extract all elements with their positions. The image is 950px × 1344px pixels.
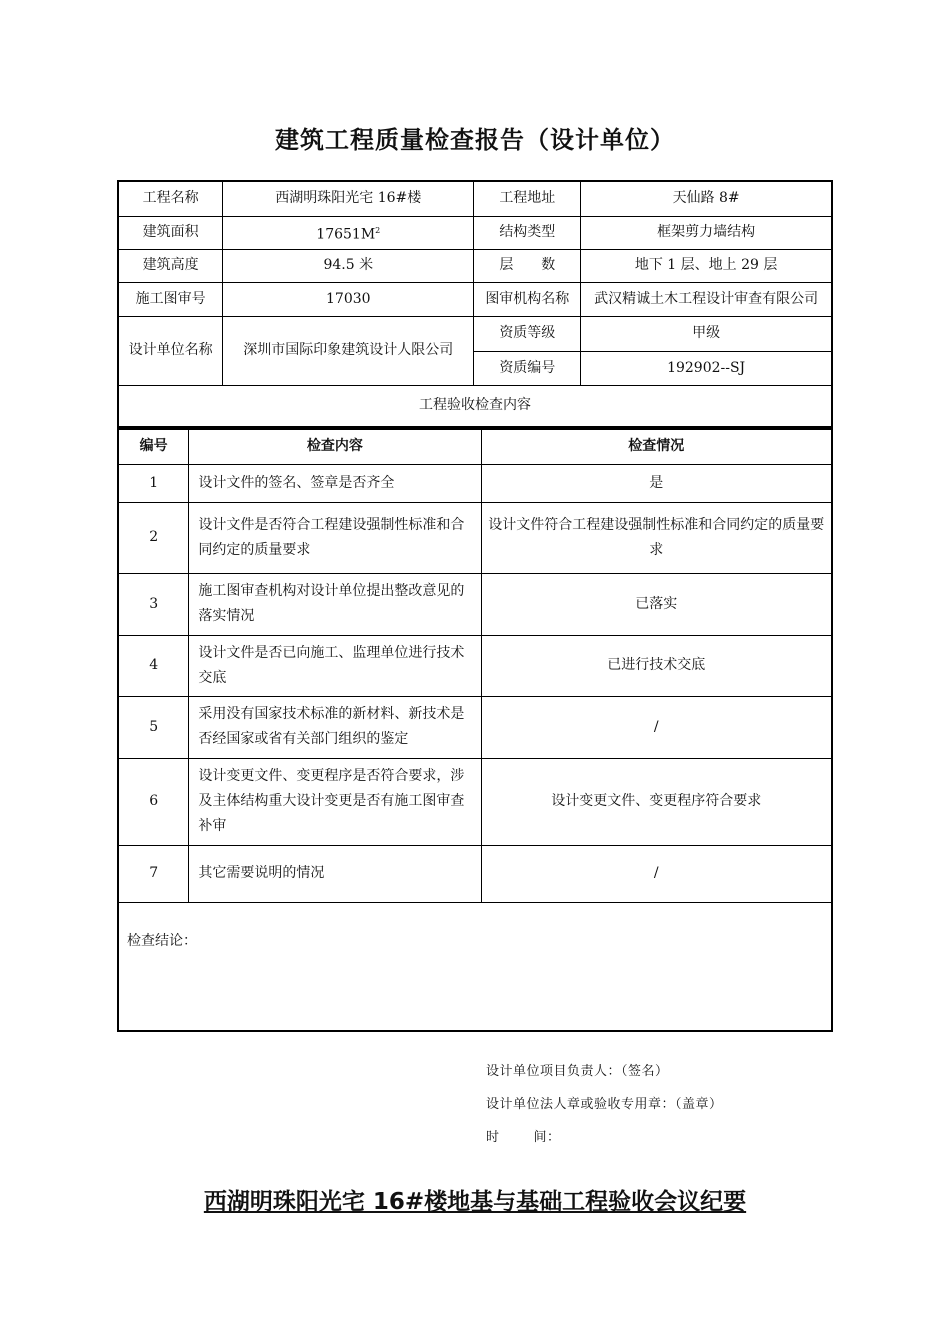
project-info-table: [117, 180, 833, 428]
qualification-no-value: 192902--SJ: [581, 351, 832, 385]
height-label: 建筑高度: [118, 249, 223, 282]
table-row: [118, 635, 832, 696]
item-status: /: [481, 696, 832, 758]
floors-value: 地下 1 层、地上 29 层: [581, 249, 832, 282]
area-value: [223, 216, 474, 249]
item-content: 设计文件是否符合工程建设强制性标准和合同约定的质量要求: [189, 502, 481, 573]
item-content: 设计文件是否已向施工、监理单位进行技术交底: [189, 635, 481, 696]
signature-seal: 设计单位法人章或验收专用章：（盖章）: [486, 1097, 723, 1112]
table-row: [118, 502, 832, 573]
height-value: 94.5 米: [223, 249, 474, 282]
design-unit-value: 深圳市国际印象建筑设计人限公司: [223, 316, 474, 385]
item-no: 5: [118, 696, 189, 758]
item-no: 7: [118, 845, 189, 902]
page-title: 建筑工程质量检查报告（设计单位）: [275, 126, 675, 154]
drawing-no-value: 17030: [223, 282, 474, 316]
signature-leader: 设计单位项目负责人：（签名）: [486, 1064, 669, 1079]
project-address-label: 工程地址: [474, 181, 581, 216]
item-no: 2: [118, 502, 189, 573]
item-status: 设计变更文件、变更程序符合要求: [481, 758, 832, 845]
qualification-grade-label: 资质等级: [474, 316, 581, 351]
item-content: 施工图审查机构对设计单位提出整改意见的落实情况: [189, 573, 481, 635]
item-status: 是: [481, 464, 832, 502]
signature-time: [486, 1126, 561, 1145]
table-row: [118, 573, 832, 635]
item-no: 4: [118, 635, 189, 696]
item-no: 1: [118, 464, 189, 502]
conclusion-cell: 检查结论：: [118, 902, 832, 1031]
table-row: [118, 758, 832, 845]
item-status: 设计文件符合工程建设强制性标准和合同约定的质量要求: [481, 502, 832, 573]
qualification-no-label: 资质编号: [474, 351, 581, 385]
structure-value: 框架剪力墙结构: [581, 216, 832, 249]
project-address-value: 天仙路 8#: [581, 181, 832, 216]
floors-label: 层 数: [474, 249, 581, 282]
table-row: [118, 845, 832, 902]
item-status: 已落实: [481, 573, 832, 635]
structure-label: 结构类型: [474, 216, 581, 249]
signature-time-b: 间：: [533, 1130, 561, 1145]
signature-time-a: 时: [486, 1130, 500, 1145]
header-no: 编号: [118, 429, 189, 464]
header-content: 检查内容: [189, 429, 481, 464]
qualification-grade-value: 甲级: [581, 316, 832, 351]
bottom-title: [0, 1183, 950, 1216]
check-table: [117, 428, 833, 1032]
area-number: 17651M: [316, 226, 376, 243]
drawing-no-label: 施工图审号: [118, 282, 223, 316]
item-status: /: [481, 845, 832, 902]
review-org-value: 武汉精诚土木工程设计审查有限公司: [581, 282, 832, 316]
table-row: [118, 696, 832, 758]
item-content: 采用没有国家技术标准的新材料、新技术是否经国家或省有关部门组织的鉴定: [189, 696, 481, 758]
item-content: 其它需要说明的情况: [189, 845, 481, 902]
bottom-title-text: 西湖明珠阳光宅 16#楼地基与基础工程验收会议纪要: [203, 1189, 747, 1215]
table-row: [118, 464, 832, 502]
project-name-label: 工程名称: [118, 181, 223, 216]
design-unit-label: 设计单位名称: [118, 316, 223, 385]
header-status: 检查情况: [481, 429, 832, 464]
section-title: 工程验收检查内容: [118, 385, 832, 427]
item-content: 设计文件的签名、签章是否齐全: [189, 464, 481, 502]
item-content: 设计变更文件、变更程序是否符合要求，涉及主体结构重大设计变更是否有施工图审查补审: [189, 758, 481, 845]
item-status: 已进行技术交底: [481, 635, 832, 696]
project-name-value: 西湖明珠阳光宅 16#楼: [223, 181, 474, 216]
area-label: 建筑面积: [118, 216, 223, 249]
review-org-label: 图审机构名称: [474, 282, 581, 316]
item-no: 3: [118, 573, 189, 635]
item-no: 6: [118, 758, 189, 845]
area-superscript: 2: [375, 225, 381, 235]
